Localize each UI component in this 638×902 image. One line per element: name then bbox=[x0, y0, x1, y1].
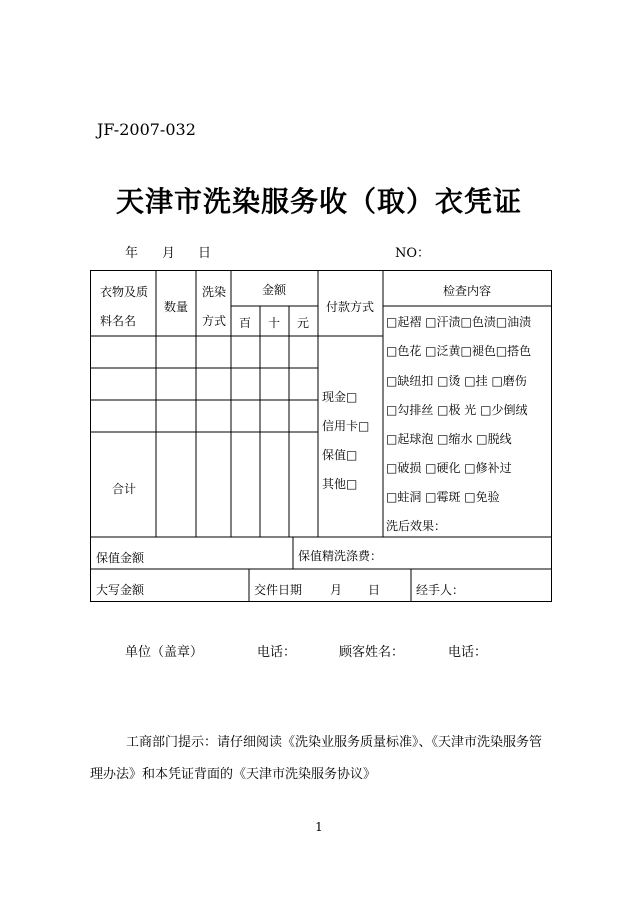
insured-fee-label: 保值精洗涤费： bbox=[298, 549, 383, 563]
inspection-line: □缺纽扣 □烫 □挂 □磨伤 bbox=[386, 374, 527, 388]
header-item-name-line1: 衣物及质 bbox=[100, 285, 149, 299]
customer-name-label: 顾客姓名： bbox=[339, 645, 405, 660]
header-yuan: 元 bbox=[297, 316, 310, 330]
inspection-wash-result: 洗后效果： bbox=[386, 519, 447, 533]
header-wash-method-line1: 洗染 bbox=[202, 285, 227, 299]
delivery-date-label: 交件日期 bbox=[254, 583, 303, 597]
inspection-line: □色花 □泛黄□褪色□搭色 bbox=[386, 344, 532, 358]
payment-option-other: 其他□ bbox=[322, 477, 358, 491]
date-day-label: 日 bbox=[198, 246, 212, 261]
inspection-line: □破损 □硬化 □修补过 bbox=[386, 461, 512, 475]
page-number: 1 bbox=[315, 820, 323, 834]
insured-amount-label: 保值金额 bbox=[96, 551, 145, 565]
inspection-line: □起褶 □汗渍□色渍□油渍 bbox=[386, 315, 532, 329]
header-inspection: 检查内容 bbox=[443, 284, 492, 298]
handler-label: 经手人： bbox=[416, 583, 465, 597]
inspection-line: □勾排丝 □极 光 □少倒绒 bbox=[386, 403, 528, 417]
amount-in-words-label: 大写金额 bbox=[96, 583, 145, 597]
phone-label: 电话： bbox=[257, 645, 297, 660]
unit-seal-label: 单位（盖章） bbox=[125, 645, 204, 660]
payment-option-cash: 现金□ bbox=[322, 390, 358, 404]
customer-phone-label: 电话： bbox=[448, 645, 488, 660]
delivery-day-label: 日 bbox=[368, 583, 381, 597]
date-year-label: 年 bbox=[125, 246, 139, 261]
payment-option-insured: 保值□ bbox=[322, 448, 358, 462]
header-quantity: 数量 bbox=[164, 300, 189, 314]
serial-number-label: NO： bbox=[395, 246, 431, 261]
header-amount: 金额 bbox=[262, 283, 287, 297]
receipt-form-table bbox=[90, 270, 552, 602]
inspection-line: □蛀洞 □霉斑 □免验 bbox=[386, 490, 500, 504]
date-month-label: 月 bbox=[162, 246, 176, 261]
document-code: JF-2007-032 bbox=[97, 120, 196, 139]
document-title: 天津市洗染服务收（取）衣凭证 bbox=[115, 185, 522, 218]
header-hundred: 百 bbox=[239, 316, 252, 330]
notice-paragraph: 工商部门提示：请仔细阅读《洗染业服务质量标准》、《天津市洗染服务管理办法》和本凭证背面的《天津市洗染服务协议》 bbox=[90, 735, 543, 782]
inspection-line: □起球泡 □缩水 □脱线 bbox=[386, 432, 512, 446]
payment-option-credit-card: 信用卡□ bbox=[322, 419, 370, 433]
header-payment-method: 付款方式 bbox=[326, 300, 375, 314]
header-ten: 十 bbox=[268, 316, 281, 330]
header-wash-method-line2: 方式 bbox=[202, 314, 227, 328]
total-label: 合计 bbox=[112, 482, 137, 496]
header-item-name-line2: 料名名 bbox=[100, 314, 137, 328]
delivery-month-label: 月 bbox=[330, 583, 343, 597]
